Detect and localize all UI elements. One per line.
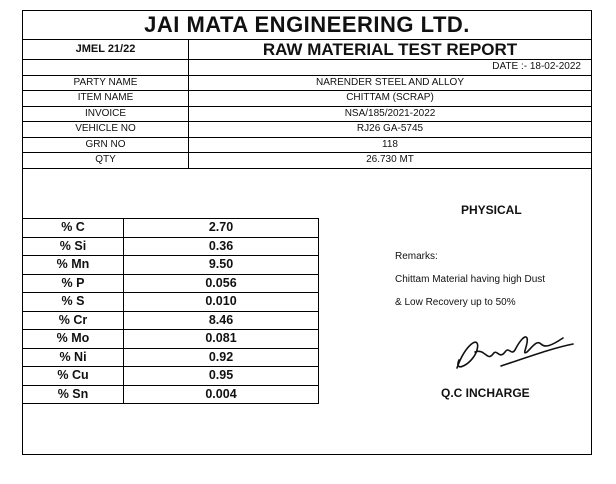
element-label: % Cr [23, 312, 124, 330]
chemistry-table [23, 218, 319, 404]
remarks-line: & Low Recovery up to 50% [395, 297, 516, 308]
element-label: % S [23, 293, 124, 311]
element-value: 0.010 [205, 294, 237, 308]
info-row [23, 153, 591, 169]
element-value: 0.92 [208, 349, 234, 364]
element-value: 0.95 [208, 368, 234, 382]
element-label: % C [23, 219, 124, 237]
element-value: 0.056 [205, 275, 237, 290]
signatory-label: Q.C INCHARGE [441, 386, 530, 400]
info-row [23, 76, 591, 92]
info-label: PARTY NAME [23, 76, 189, 91]
info-value: NARENDER STEEL AND ALLOY [315, 76, 464, 88]
info-row [23, 91, 591, 107]
element-label: % Sn [23, 386, 124, 404]
element-label: % Mn [23, 256, 124, 274]
test-report-sheet [22, 10, 592, 455]
element-label: % Ni [23, 349, 124, 367]
info-table [23, 60, 591, 169]
info-value: RJ26 GA-5745 [356, 123, 424, 134]
remarks-heading: Remarks: [395, 251, 438, 262]
chemistry-row [23, 367, 318, 386]
signature-image [441, 316, 581, 384]
element-label: % P [23, 275, 124, 293]
report-title: RAW MATERIAL TEST REPORT [189, 39, 591, 60]
element-label: % Si [23, 238, 124, 256]
report-date: DATE :- 18-02-2022 [492, 61, 581, 72]
chemistry-row [23, 219, 318, 238]
info-value: NSA/185/2021-2022 [344, 107, 436, 119]
chemistry-row [23, 293, 318, 312]
chemistry-row [23, 256, 318, 275]
element-value: 0.004 [205, 386, 237, 401]
element-label: % Cu [23, 367, 124, 385]
chemistry-row [23, 386, 318, 404]
remarks-block [395, 245, 545, 314]
chemistry-row [23, 238, 318, 257]
element-value: 0.36 [208, 238, 234, 253]
element-value: 2.70 [208, 220, 234, 234]
remarks-line: Chittam Material having high Dust [395, 274, 546, 285]
info-value: 118 [382, 138, 398, 150]
info-value: 26.730 MT [366, 154, 414, 165]
info-label: ITEM NAME [23, 91, 189, 106]
info-label: GRN NO [23, 138, 189, 153]
info-label: QTY [23, 153, 189, 168]
info-row [23, 107, 591, 123]
info-label: VEHICLE NO [23, 122, 189, 137]
element-value: 9.50 [208, 257, 234, 271]
company-name: JAI MATA ENGINEERING LTD. [23, 11, 591, 40]
info-label: INVOICE [23, 107, 189, 122]
info-row [23, 122, 591, 138]
element-value: 8.46 [208, 312, 234, 327]
report-reference: JMEL 21/22 [23, 39, 189, 60]
chemistry-row [23, 275, 318, 294]
chemistry-row [23, 312, 318, 331]
info-value: CHITTAM (SCRAP) [346, 92, 434, 103]
physical-heading: PHYSICAL [461, 203, 522, 217]
element-label: % Mo [23, 330, 124, 348]
chemistry-row [23, 330, 318, 349]
info-row [23, 138, 591, 154]
element-value: 0.081 [205, 331, 237, 345]
chemistry-row [23, 349, 318, 368]
date-row [23, 60, 591, 76]
